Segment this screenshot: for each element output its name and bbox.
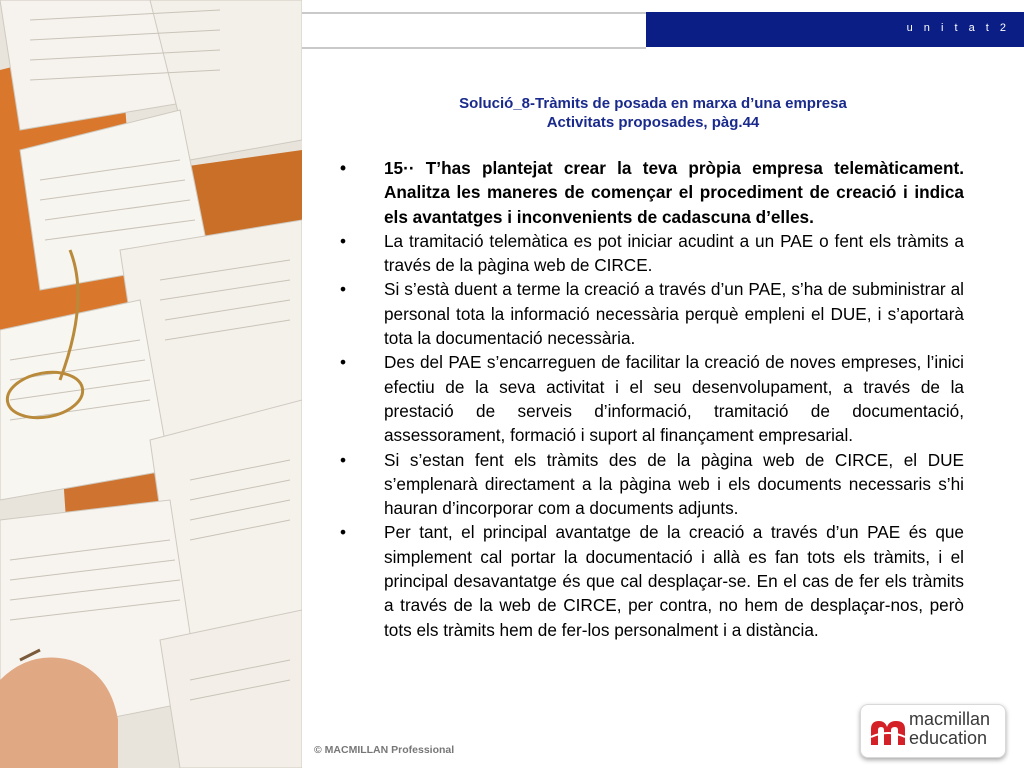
bullet-item: • Des del PAE s’encarreguen de facilitar la creació de noves empreses, l’inici efectiu de la seva activitat i el seu desenvolupament, a través de la prestació de serveis d’informació, tramitació de documentació, assessorament, formació i suport al finançament empresarial. [340, 350, 964, 447]
unit-bar [646, 12, 1024, 47]
copyright-footer: © MACMILLAN Professional [314, 744, 455, 756]
papers-illustration [0, 0, 302, 768]
unit-label: u n i t a t 2 [906, 22, 1010, 34]
logo-line-2: education [909, 728, 988, 748]
bullet-list [340, 156, 964, 642]
bullet-item: • Si s’està duent a terme la creació a través d’un PAE, s’ha de subministrar al personal tota la informació necessària perquè empleni el DUE, i s’aportarà tota la documentació necessària. [340, 277, 964, 350]
macmillan-m-icon [869, 715, 907, 747]
logo-text [909, 710, 990, 748]
bullet-item: • Per tant, el principal avantatge de la creació a través d’un PAE és que simplement cal portar la documentació i allà es fan tots els tràmits, i el principal desavantatge és que cal desplaçar-se. En el cas de fer els tràmits a través de la web de CIRCE, per contra, no hem de desplaçar-nos, però tots els tràmits hem de fer-los personalment i a distància. [340, 520, 964, 641]
decorative-photo [0, 0, 302, 768]
bullet-content [340, 156, 964, 642]
header-line [302, 12, 646, 49]
bullet-item: • La tramitació telemàtica es pot iniciar acudint a un PAE o fent els tràmits a través de la pàgina web de CIRCE. [340, 229, 964, 278]
logo-line-1: macmillan [909, 709, 991, 729]
bullet-item: • Si s’estan fent els tràmits des de la pàgina web de CIRCE, el DUE s’emplenarà directament a la pàgina web i els documents necessaris s’hi hauran d’incorporar com a documents adjunts. [340, 448, 964, 521]
title-line-2: Activitats proposades, pàg.44 [546, 114, 760, 131]
macmillan-logo [860, 704, 1006, 758]
bullet-item-question: • 15·· T’has plantejat crear la teva pròpia empresa telemàticament. Analitza les maneres de començar el procediment de creació i indica els avantatges i inconvenients de cadascuna d’elles. [340, 156, 964, 229]
title-line-1: Solució_8-Tràmits de posada en marxa d’una empresa [459, 95, 847, 112]
slide-title [302, 94, 1004, 132]
